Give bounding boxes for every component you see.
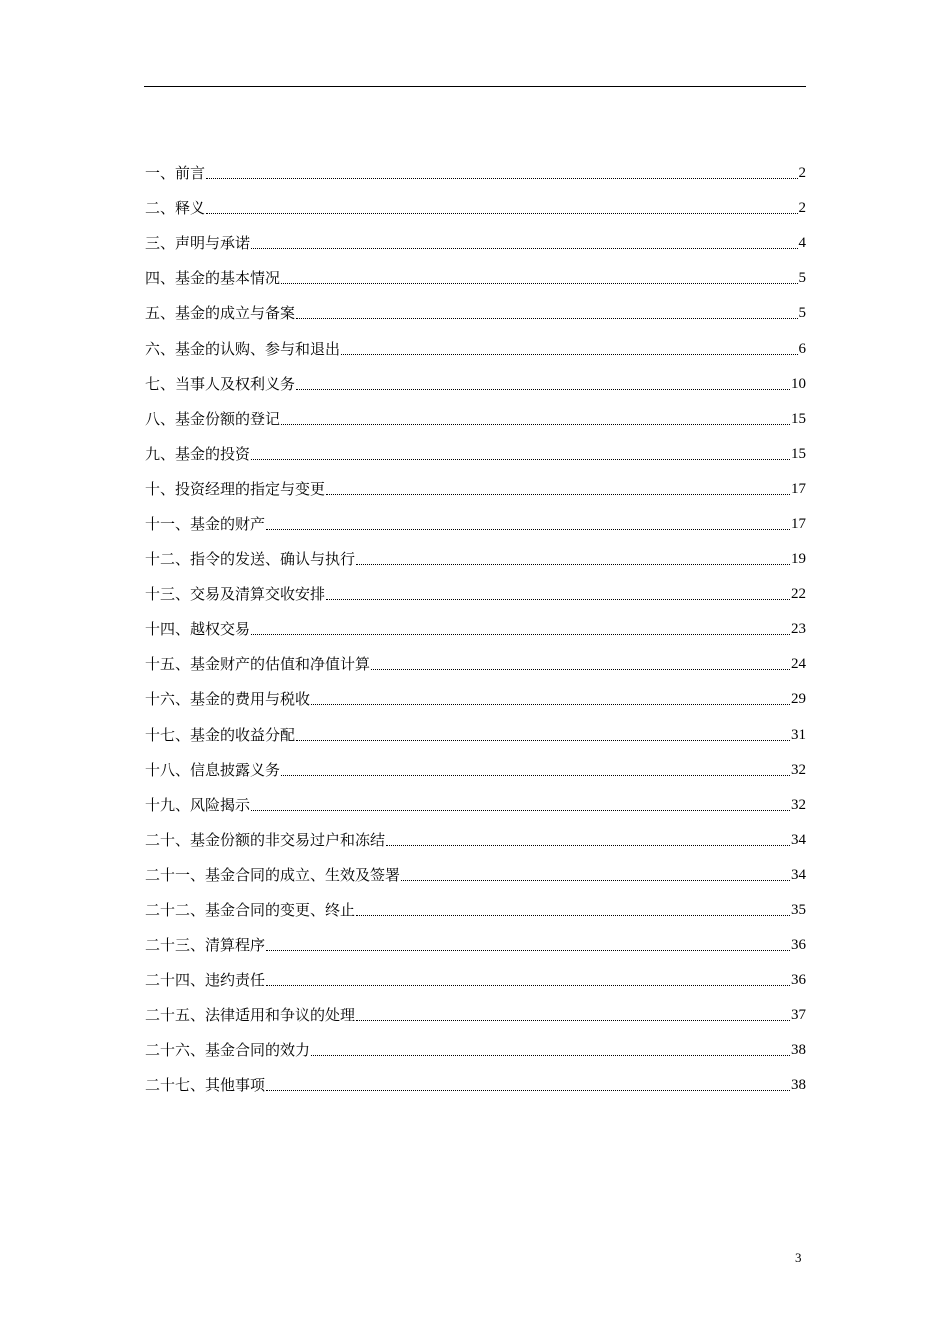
toc-dot-leader (206, 178, 797, 179)
toc-entry[interactable] (145, 612, 806, 647)
toc-entry-page: 22 (791, 586, 806, 603)
toc-dot-leader (266, 985, 790, 986)
toc-entry[interactable] (145, 647, 806, 682)
toc-dot-leader (326, 494, 790, 495)
toc-entry-title: 二、释义 (145, 199, 206, 218)
toc-entry[interactable] (145, 718, 806, 753)
toc-dot-leader (296, 389, 790, 390)
toc-entry[interactable] (145, 331, 806, 366)
toc-dot-leader (296, 740, 790, 741)
toc-entry[interactable] (145, 226, 806, 261)
toc-entry[interactable] (145, 1068, 806, 1103)
toc-dot-leader (371, 669, 790, 670)
toc-entry-page: 19 (791, 551, 806, 568)
table-of-contents (145, 156, 806, 1104)
toc-entry-page: 15 (791, 410, 806, 427)
toc-entry-title: 二十二、基金合同的变更、终止 (145, 901, 356, 920)
toc-entry-page: 35 (791, 902, 806, 919)
toc-entry[interactable] (145, 507, 806, 542)
toc-dot-leader (386, 845, 790, 846)
toc-entry-title: 二十、基金份额的非交易过户和冻结 (145, 830, 386, 849)
toc-entry-page: 29 (791, 691, 806, 708)
toc-dot-leader (251, 459, 790, 460)
toc-dot-leader (356, 564, 790, 565)
toc-entry-page: 24 (791, 656, 806, 673)
toc-dot-leader (266, 1090, 790, 1091)
toc-entry-page: 38 (791, 1077, 806, 1094)
toc-entry[interactable] (145, 682, 806, 717)
toc-dot-leader (356, 1020, 790, 1021)
toc-entry-title: 二十三、清算程序 (145, 936, 266, 955)
toc-dot-leader (341, 354, 797, 355)
toc-entry-page: 32 (791, 796, 806, 813)
toc-dot-leader (266, 529, 790, 530)
toc-entry[interactable] (145, 823, 806, 858)
toc-dot-leader (326, 599, 790, 600)
toc-entry-page: 34 (791, 831, 806, 848)
toc-dot-leader (281, 424, 790, 425)
toc-entry[interactable] (145, 437, 806, 472)
toc-entry-title: 七、当事人及权利义务 (145, 374, 296, 393)
toc-entry-title: 十六、基金的费用与税收 (145, 690, 311, 709)
toc-entry-page: 38 (791, 1042, 806, 1059)
toc-entry[interactable] (145, 753, 806, 788)
toc-entry-page: 4 (798, 235, 806, 252)
toc-entry[interactable] (145, 893, 806, 928)
toc-entry[interactable] (145, 367, 806, 402)
toc-entry-title: 十一、基金的财产 (145, 514, 266, 533)
toc-entry-page: 10 (791, 375, 806, 392)
toc-dot-leader (251, 634, 790, 635)
toc-entry-page: 36 (791, 937, 806, 954)
toc-entry-page: 5 (798, 270, 806, 287)
toc-entry-title: 二十六、基金合同的效力 (145, 1041, 311, 1060)
toc-dot-leader (251, 810, 790, 811)
toc-dot-leader (401, 880, 790, 881)
toc-dot-leader (356, 915, 790, 916)
toc-entry-title: 一、前言 (145, 164, 206, 183)
toc-entry[interactable] (145, 156, 806, 191)
toc-entry-title: 九、基金的投资 (145, 444, 251, 463)
toc-entry-title: 十四、越权交易 (145, 620, 251, 639)
toc-entry[interactable] (145, 542, 806, 577)
toc-entry-title: 二十七、其他事项 (145, 1076, 266, 1095)
toc-entry-title: 二十五、法律适用和争议的处理 (145, 1006, 356, 1025)
toc-dot-leader (206, 213, 797, 214)
toc-entry[interactable] (145, 788, 806, 823)
toc-entry-title: 五、基金的成立与备案 (145, 304, 296, 323)
toc-entry[interactable] (145, 261, 806, 296)
page-number: 3 (795, 1250, 802, 1265)
toc-entry-page: 6 (798, 340, 806, 357)
toc-entry-title: 六、基金的认购、参与和退出 (145, 339, 341, 358)
toc-entry-title: 十、投资经理的指定与变更 (145, 479, 326, 498)
toc-entry-page: 34 (791, 866, 806, 883)
toc-dot-leader (251, 248, 797, 249)
toc-entry-page: 36 (791, 972, 806, 989)
header-rule (144, 86, 806, 87)
toc-entry[interactable] (145, 296, 806, 331)
toc-entry[interactable] (145, 858, 806, 893)
toc-entry[interactable] (145, 191, 806, 226)
toc-dot-leader (296, 318, 797, 319)
toc-entry[interactable] (145, 963, 806, 998)
toc-entry-page: 32 (791, 761, 806, 778)
toc-entry-page: 37 (791, 1007, 806, 1024)
toc-dot-leader (311, 1055, 790, 1056)
toc-entry-page: 17 (791, 480, 806, 497)
toc-entry-title: 二十一、基金合同的成立、生效及签署 (145, 865, 401, 884)
toc-entry[interactable] (145, 928, 806, 963)
toc-entry-title: 十二、指令的发送、确认与执行 (145, 550, 356, 569)
toc-entry[interactable] (145, 1033, 806, 1068)
toc-entry-page: 2 (798, 200, 806, 217)
toc-entry-title: 二十四、违约责任 (145, 971, 266, 990)
toc-entry-page: 23 (791, 621, 806, 638)
toc-entry[interactable] (145, 998, 806, 1033)
toc-entry[interactable] (145, 577, 806, 612)
toc-entry-page: 2 (798, 165, 806, 182)
toc-entry-title: 四、基金的基本情况 (145, 269, 281, 288)
toc-entry-title: 十五、基金财产的估值和净值计算 (145, 655, 371, 674)
toc-entry-title: 十三、交易及清算交收安排 (145, 585, 326, 604)
toc-entry[interactable] (145, 472, 806, 507)
toc-entry-title: 十八、信息披露义务 (145, 760, 281, 779)
toc-entry-title: 十九、风险揭示 (145, 795, 251, 814)
toc-dot-leader (311, 704, 790, 705)
toc-entry-title: 八、基金份额的登记 (145, 409, 281, 428)
toc-dot-leader (281, 283, 797, 284)
toc-entry[interactable] (145, 402, 806, 437)
toc-entry-title: 十七、基金的收益分配 (145, 725, 296, 744)
toc-entry-page: 15 (791, 445, 806, 462)
toc-entry-title: 三、声明与承诺 (145, 234, 251, 253)
toc-entry-page: 31 (791, 726, 806, 743)
toc-dot-leader (281, 775, 790, 776)
toc-entry-page: 5 (798, 305, 806, 322)
toc-dot-leader (266, 950, 790, 951)
toc-entry-page: 17 (791, 515, 806, 532)
